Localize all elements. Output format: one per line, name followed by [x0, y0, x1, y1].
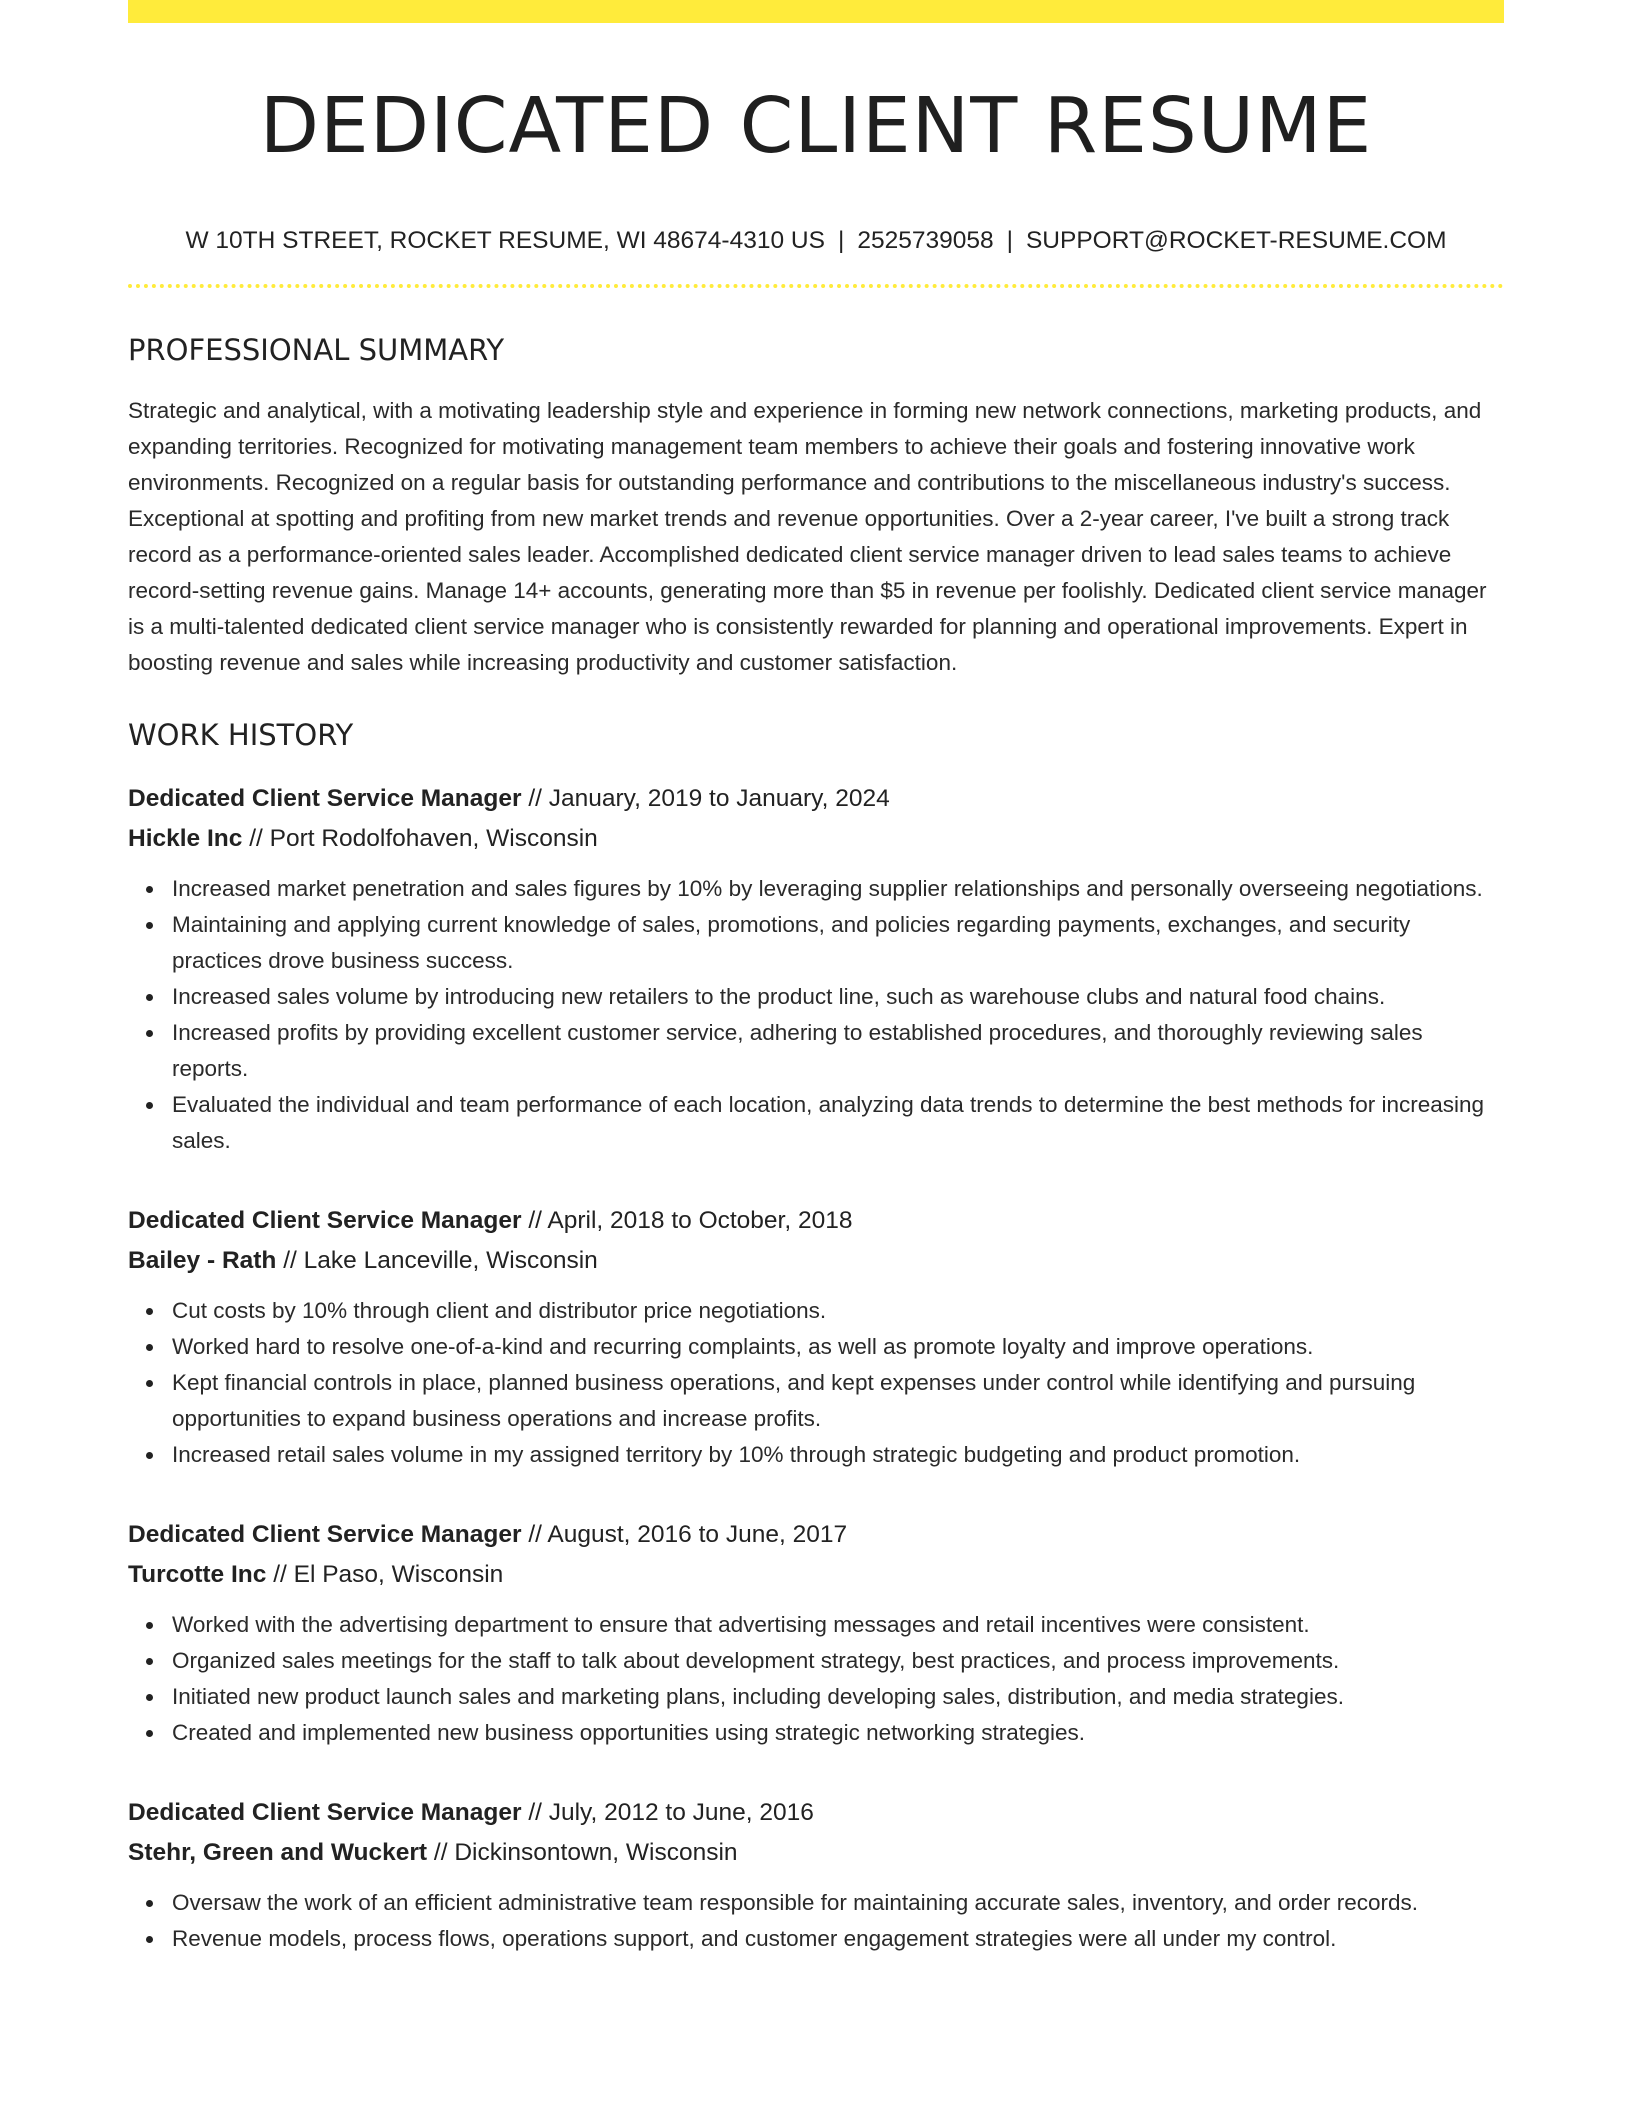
- job-bullet: Cut costs by 10% through client and distributor price negotiations.: [172, 1293, 1504, 1329]
- resume-page: [128, 0, 1504, 1957]
- job-location: // Port Rodolfohaven, Wisconsin: [242, 824, 598, 852]
- job-bullet: Initiated new product launch sales and marketing plans, including developing sales, distribution, and media strategies.: [172, 1679, 1504, 1715]
- job-company-line: [128, 1241, 1504, 1281]
- job-entry: [128, 1515, 1504, 1751]
- job-bullets: [128, 1607, 1504, 1751]
- job-entry: [128, 1793, 1504, 1957]
- job-role: Dedicated Client Service Manager: [128, 1206, 522, 1234]
- job-bullet: Increased market penetration and sales figures by 10% by leveraging supplier relationships and personally overseeing negotiations.: [172, 871, 1504, 907]
- job-bullet: Evaluated the individual and team performance of each location, analyzing data trends to determine the best methods for increasing sales.: [172, 1087, 1504, 1159]
- job-dates: // July, 2012 to June, 2016: [521, 1798, 814, 1826]
- job-location: // Dickinsontown, Wisconsin: [427, 1838, 738, 1866]
- job-role: Dedicated Client Service Manager: [128, 1798, 522, 1826]
- summary-paragraph: Strategic and analytical, with a motivating leadership style and experience in forming new network connections, marketing products, and expanding territories. Recognized for motivating management team members to achieve their goals and fostering innovative work environments. Recognized on a regular basis for outstanding performance and contributions to the miscellaneous industry's success. Exceptional at spotting and profiting from new market trends and revenue opportunities. Over a 2-year career, I've built a strong track record as a performance-oriented sales leader. Accomplished dedicated client service manager driven to lead sales teams to achieve record-setting revenue gains. Manage 14+ accounts, generating more than $5 in revenue per foolishly. Dedicated client service manager is a multi-talented dedicated client service manager who is consistently rewarded for planning and operational improvements. Expert in boosting revenue and sales while increasing productivity and customer satisfaction.: [128, 398, 1487, 676]
- contact-separator: |: [837, 227, 845, 255]
- job-bullet: Increased retail sales volume in my assigned territory by 10% through strategic budgeting and product promotion.: [172, 1437, 1504, 1473]
- job-bullet: Oversaw the work of an efficient administrative team responsible for maintaining accurate sales, inventory, and order records.: [172, 1885, 1504, 1921]
- job-entry: [128, 1201, 1504, 1473]
- accent-bar: [128, 0, 1504, 23]
- job-role-line: [128, 1201, 1504, 1241]
- job-bullets: [128, 1293, 1504, 1473]
- job-company-line: [128, 1555, 1504, 1595]
- job-bullet: Kept financial controls in place, planned business operations, and kept expenses under control while identifying and pursuing opportunities to expand business operations and increase profits.: [172, 1365, 1504, 1437]
- job-dates: // August, 2016 to June, 2017: [521, 1520, 848, 1548]
- contact-address: W 10TH STREET, ROCKET RESUME, WI 48674-4310 US: [185, 227, 825, 255]
- job-bullet: Maintaining and applying current knowledge of sales, promotions, and policies regarding payments, exchanges, and security practices drove business success.: [172, 907, 1504, 979]
- job-role-line: [128, 1793, 1504, 1833]
- job-role-line: [128, 1515, 1504, 1555]
- contact-line: [128, 227, 1504, 255]
- job-bullet: Worked with the advertising department to ensure that advertising messages and retail incentives were consistent.: [172, 1607, 1504, 1643]
- job-company: Turcotte Inc: [128, 1560, 267, 1588]
- job-bullets: [128, 871, 1504, 1159]
- contact-phone: 2525739058: [857, 227, 994, 255]
- job-bullet: Revenue models, process flows, operations support, and customer engagement strategies were all under my control.: [172, 1921, 1504, 1957]
- work-history-heading: WORK HISTORY: [128, 718, 354, 753]
- job-role-line: [128, 779, 1504, 819]
- job-bullet: Worked hard to resolve one-of-a-kind and recurring complaints, as well as promote loyalty and improve operations.: [172, 1329, 1504, 1365]
- job-bullets: [128, 1885, 1504, 1957]
- summary-heading: PROFESSIONAL SUMMARY: [128, 333, 505, 368]
- job-location: // Lake Lanceville, Wisconsin: [276, 1246, 598, 1274]
- job-bullet: Increased profits by providing excellent customer service, adhering to established procedures, and thoroughly reviewing sales reports.: [172, 1015, 1504, 1087]
- job-role: Dedicated Client Service Manager: [128, 784, 522, 812]
- resume-title: DEDICATED CLIENT RESUME: [259, 82, 1373, 171]
- job-bullet: Organized sales meetings for the staff to talk about development strategy, best practices, and process improvements.: [172, 1643, 1504, 1679]
- job-entry: [128, 779, 1504, 1159]
- contact-separator: |: [1006, 227, 1013, 255]
- job-company: Stehr, Green and Wuckert: [128, 1838, 428, 1866]
- job-role: Dedicated Client Service Manager: [128, 1520, 522, 1548]
- job-location: // El Paso, Wisconsin: [266, 1560, 504, 1588]
- dotted-divider: [128, 284, 1504, 288]
- job-company-line: [128, 819, 1504, 859]
- job-dates: // January, 2019 to January, 2024: [521, 784, 890, 812]
- job-company: Hickle Inc: [128, 824, 243, 852]
- job-bullet: Increased sales volume by introducing new retailers to the product line, such as warehouse clubs and natural food chains.: [172, 979, 1504, 1015]
- contact-email: SUPPORT@ROCKET-RESUME.COM: [1025, 227, 1447, 255]
- job-company: Bailey - Rath: [128, 1246, 277, 1274]
- job-dates: // April, 2018 to October, 2018: [521, 1206, 853, 1234]
- job-bullet: Created and implemented new business opportunities using strategic networking strategies.: [172, 1715, 1504, 1751]
- job-company-line: [128, 1833, 1504, 1873]
